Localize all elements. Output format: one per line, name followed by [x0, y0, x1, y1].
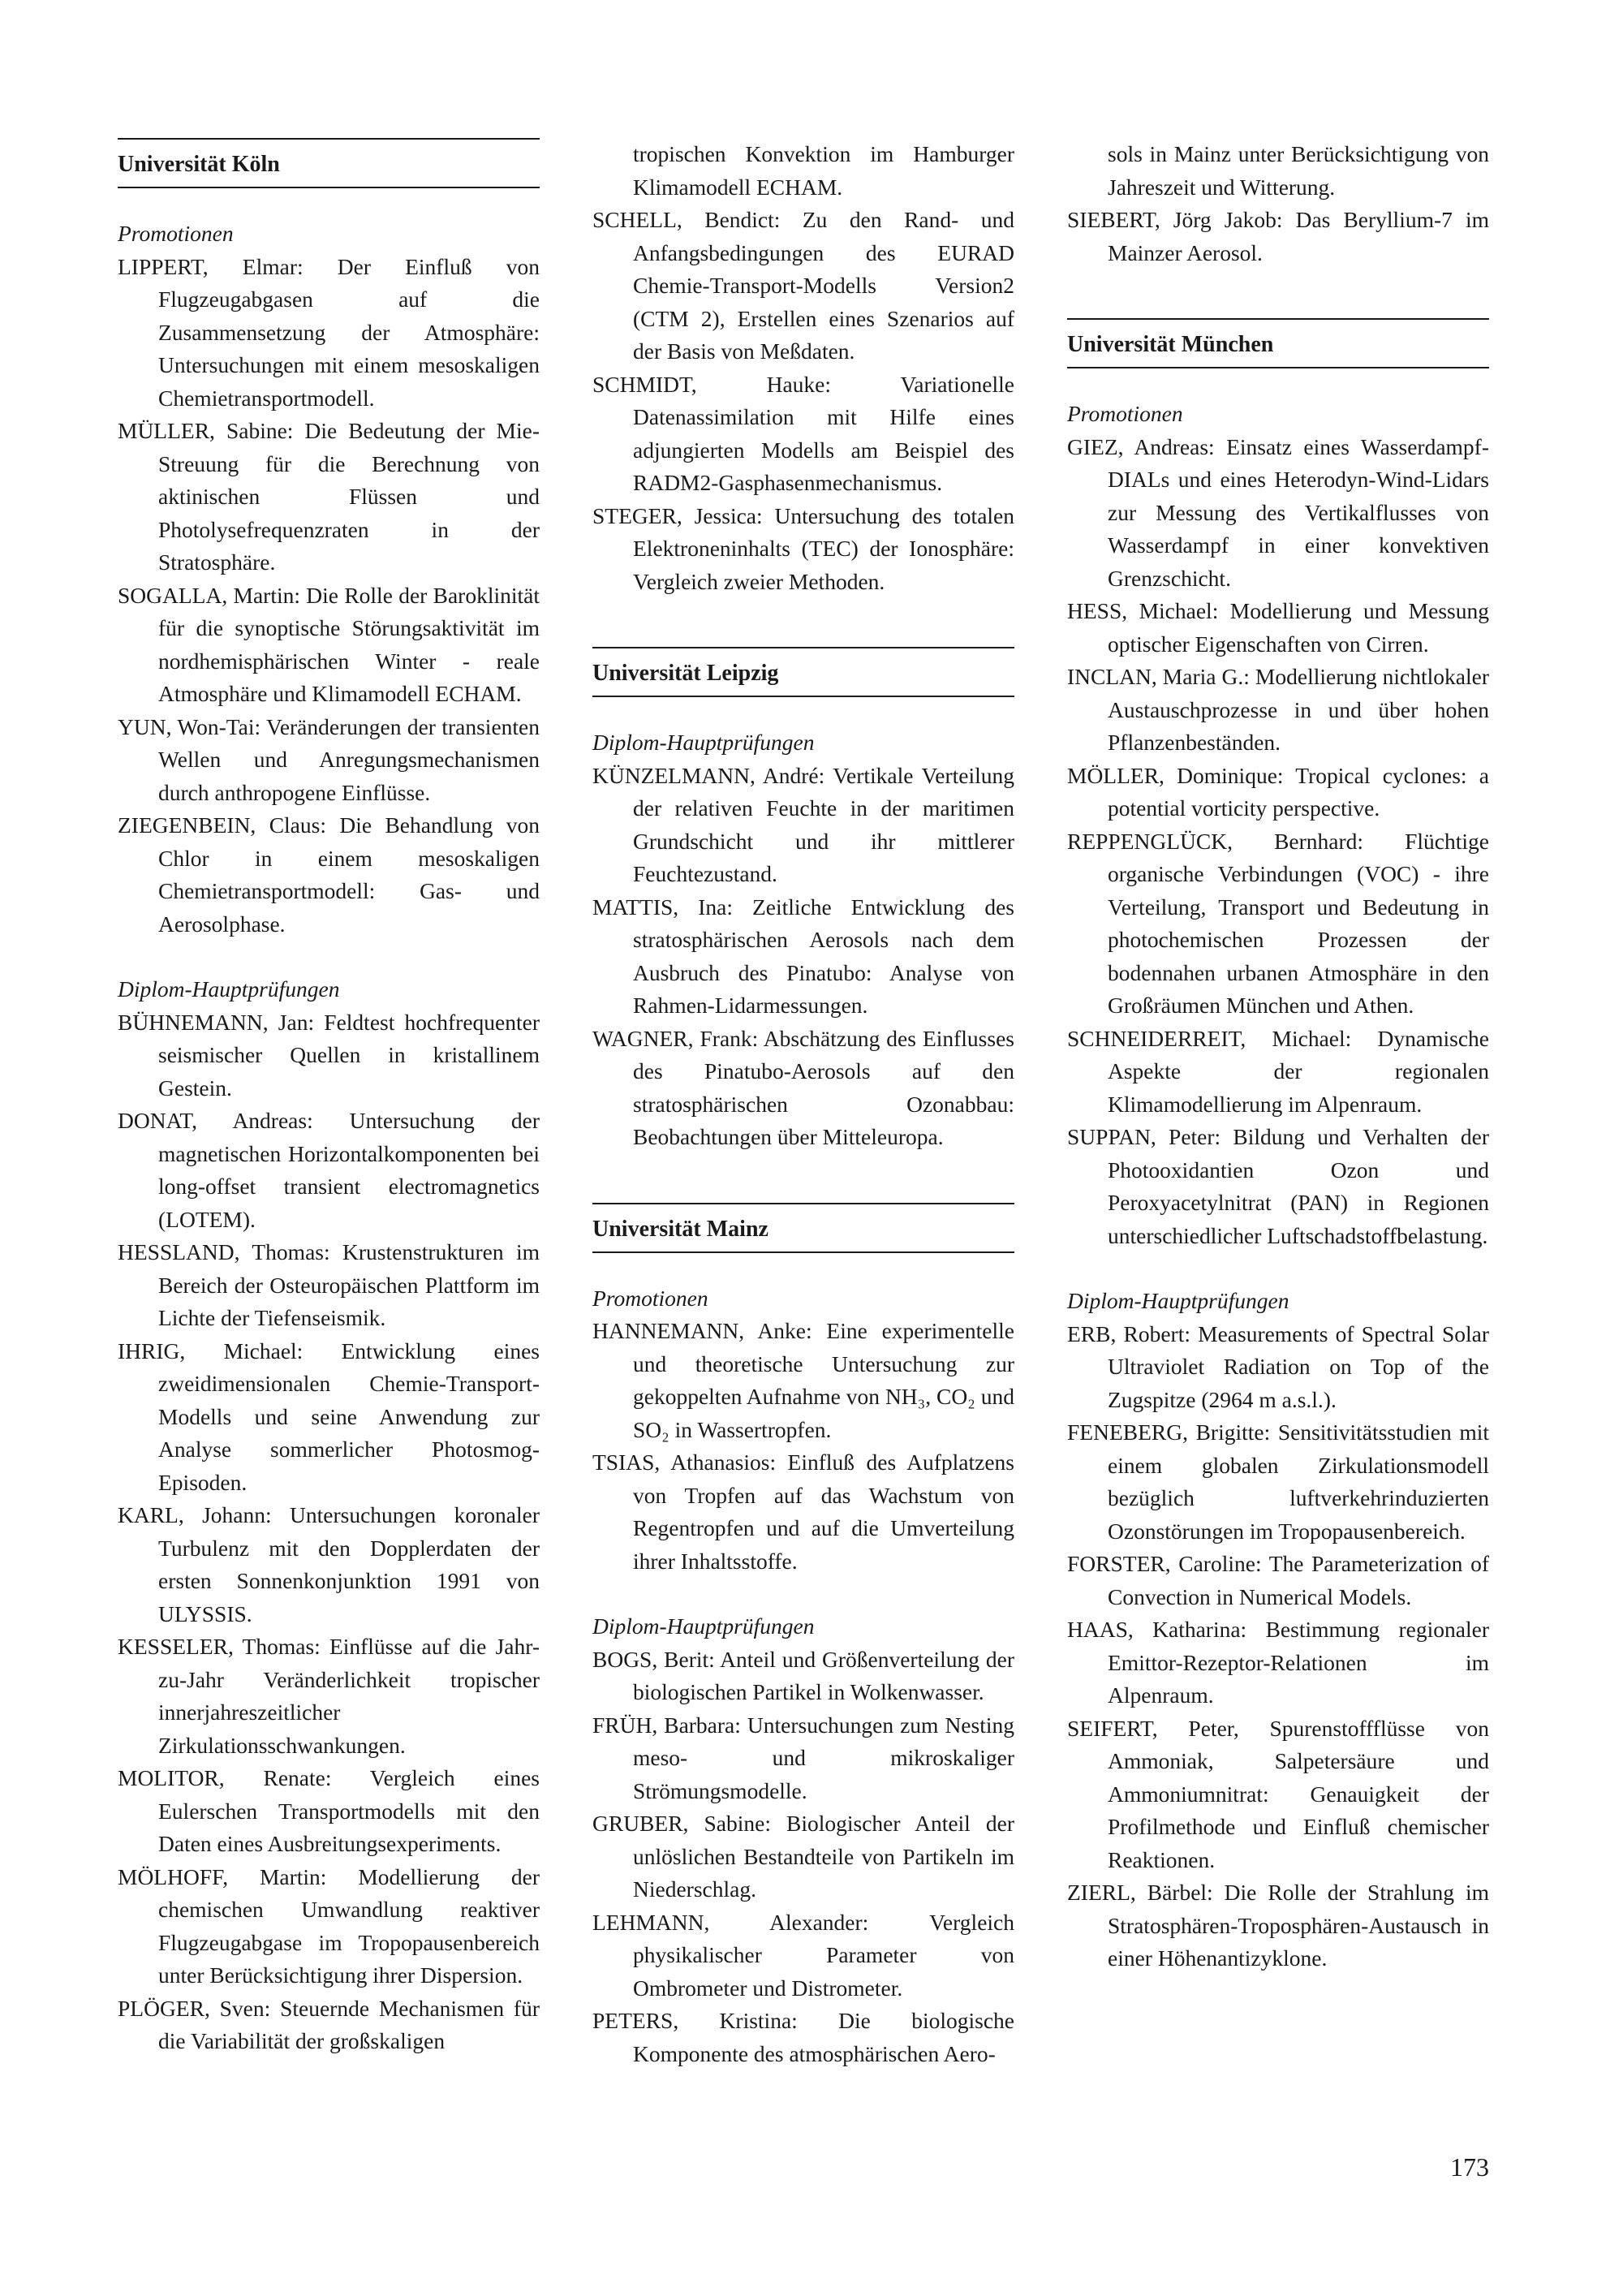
- entry: SOGALLA, Martin: Die Rolle der Baroklinität für die synoptische Störungsaktivität im nordhemisphärischen Winter - reale Atmosphäre und Klimamodell ECHAM.: [118, 582, 540, 706]
- entry: ZIEGENBEIN, Claus: Die Behandlung von Chlor in einem mesoskaligen Chemietransportmodell: Gas- und Aerosolphase.: [118, 812, 540, 937]
- group-heading: Diplom-Hauptprüfungen: [118, 976, 340, 1002]
- spacer: [1067, 1252, 1489, 1285]
- entry: HANNEMANN, Anke: Eine experimentelle und theoretische Untersuchung zur gekoppelten Aufnahme von NH₃, CO₂ und SO₂ in Wassertropfen.: [592, 1318, 1014, 1442]
- entry: MÜLLER, Sabine: Die Bedeutung der Mie-Streuung für die Berechnung von aktinischen Flüssen und Photolysefrequenzraten in der Stratosphäre.: [118, 418, 540, 575]
- section-title-muenchen: Universität München: [1067, 318, 1489, 368]
- entry: GRUBER, Sabine: Biologischer Anteil der unlöslichen Bestandteile von Partikeln im Niederschlag.: [592, 1811, 1014, 1902]
- entry: KARL, Johann: Untersuchungen koronaler Turbulenz mit den Dopplerdaten der ersten Sonnenkonjunktion 1991 von ULYSSIS.: [118, 1502, 540, 1626]
- column-right: [1067, 138, 1489, 1975]
- entry-list: [592, 1315, 1014, 1578]
- entry-list: [1067, 1318, 1489, 1975]
- group-heading: Diplom-Hauptprüfungen: [592, 1613, 815, 1639]
- group-heading: Promotionen: [1067, 401, 1183, 426]
- entry: REPPENGLÜCK, Bernhard: Flüchtige organische Verbindungen (VOC) - ihre Verteilung, Transport und Bedeutung in photochemischen Prozessen der bodennahen urbanen Atmosphäre in den Großräumen München und Athen.: [1067, 828, 1489, 1018]
- entry: HESSLAND, Thomas: Krustenstrukturen im Bereich der Osteuropäischen Plattform im Lichte der Tiefenseismik.: [118, 1239, 540, 1330]
- continued-entries: [1067, 138, 1489, 269]
- entry: ZIERL, Bärbel: Die Rolle der Strahlung im Stratosphären-Troposphären-Austausch in einer Höhenantizyklone.: [1067, 1880, 1489, 1971]
- entry: WAGNER, Frank: Abschätzung des Einflusses des Pinatubo-Aerosols auf den stratosphärischen Ozonabbau: Beobachtungen über Mitteleuropa.: [592, 1025, 1014, 1149]
- entry: IHRIG, Michael: Entwicklung eines zweidimensionalen Chemie-Transport-Modells und seine Anwendung zur Analyse sommerlicher Photosmog-Episoden.: [118, 1338, 540, 1495]
- spacer: [1067, 269, 1489, 318]
- entry: BÜHNEMANN, Jan: Feldtest hochfrequenter seismischer Quellen in kristallinem Gestein.: [118, 1009, 540, 1101]
- entry: SCHMIDT, Hauke: Variationelle Datenassimilation mit Hilfe eines adjungierten Modells am Beispiel des RADM2-Gasphasenmechanismus.: [592, 371, 1014, 495]
- entry-list: [592, 760, 1014, 1154]
- entry: STEGER, Jessica: Untersuchung des totalen Elektroneninhalts (TEC) der Ionosphäre: Vergleich zweier Methoden.: [592, 502, 1014, 594]
- entry: MATTIS, Ina: Zeitliche Entwicklung des stratosphärischen Aerosols nach dem Ausbruch des Pinatubo: Analyse von Rahmen-Lidarmessungen.: [592, 894, 1014, 1018]
- entry: DONAT, Andreas: Untersuchung der magnetischen Horizontalkomponenten bei long-offset transient electromagnetics (LOTEM).: [118, 1108, 540, 1232]
- column-left: [118, 138, 540, 2058]
- entry-list: [1067, 431, 1489, 1253]
- entry: MÖLHOFF, Martin: Modellierung der chemischen Umwandlung reaktiver Flugzeugabgase im Tropopausenbereich unter Berücksichtigung ihrer Dispersion.: [118, 1863, 540, 1988]
- entry: FRÜH, Barbara: Untersuchungen zum Nesting meso- und mikroskaliger Strömungsmodelle.: [592, 1712, 1014, 1803]
- group-diplom: [592, 1610, 1014, 2070]
- section-title-koeln: Universität Köln: [118, 138, 540, 188]
- entry-list: [592, 1643, 1014, 2071]
- entry: KÜNZELMANN, André: Vertikale Verteilung der relativen Feuchte in der maritimen Grundschicht und ihr mittlerer Feuchtezustand.: [592, 762, 1014, 886]
- entry: HAAS, Katharina: Bestimmung regionaler Emittor-Rezeptor-Relationen im Alpenraum.: [1067, 1617, 1489, 1708]
- entry-list: [118, 251, 540, 941]
- section-koeln: [118, 138, 540, 2058]
- spacer: [592, 1578, 1014, 1610]
- page-number: 173: [1450, 2152, 1489, 2182]
- column-middle: [592, 138, 1014, 2070]
- section-title-leipzig: Universität Leipzig: [592, 647, 1014, 697]
- entry-continuation: sols in Mainz unter Berücksichtigung von Jahreszeit und Witterung.: [1108, 141, 1489, 200]
- entry-continuation: tropischen Konvektion im Hamburger Klimamodell ECHAM.: [633, 141, 1014, 200]
- entry: YUN, Won-Tai: Veränderungen der transienten Wellen und Anregungsmechanismen durch anthropogene Einflüsse.: [118, 713, 540, 805]
- section-leipzig: [592, 647, 1014, 1154]
- spacer: [592, 1154, 1014, 1203]
- entry: MÖLLER, Dominique: Tropical cyclones: a potential vorticity perspective.: [1067, 762, 1489, 821]
- group-diplom: [118, 973, 540, 2058]
- spacer: [118, 941, 540, 973]
- entry: SIEBERT, Jörg Jakob: Das Beryllium-7 im Mainzer Aerosol.: [1067, 207, 1489, 265]
- section-muenchen: [1067, 318, 1489, 1975]
- entry: INCLAN, Maria G.: Modellierung nichtlokaler Austauschprozesse in und über hohen Pflanzenbeständen.: [1067, 664, 1489, 755]
- entry: TSIAS, Athanasios: Einfluß des Aufplatzens von Tropfen auf das Wachstum von Regentropfen und auf die Umverteilung ihrer Inhaltsstoffe.: [592, 1450, 1014, 1574]
- entry: SCHNEIDERREIT, Michael: Dynamische Aspekte der regionalen Klimamodellierung im Alpenraum.: [1067, 1025, 1489, 1117]
- entry: PETERS, Kristina: Die biologische Komponente des atmosphärischen Aero-: [592, 2008, 1014, 2066]
- entry: SEIFERT, Peter, Spurenstoffflüsse von Ammoniak, Salpetersäure und Ammoniumnitrat: Genauigkeit der Profilmethode und Einfluß chemischer Reaktionen.: [1067, 1715, 1489, 1872]
- entry: GIEZ, Andreas: Einsatz eines Wasserdampf-DIALs und eines Heterodyn-Wind-Lidars zur Messung des Vertikalflusses von Wasserdampf in einer konvektiven Grenzschicht.: [1067, 433, 1489, 591]
- entry: KESSELER, Thomas: Einflüsse auf die Jahr-zu-Jahr Veränderlichkeit tropischer innerjahreszeitlicher Zirkulationsschwankungen.: [118, 1634, 540, 1758]
- section-title-mainz: Universität Mainz: [592, 1203, 1014, 1253]
- group-heading: Promotionen: [118, 221, 234, 246]
- entry: SUPPAN, Peter: Bildung und Verhalten der Photooxidantien Ozon und Peroxyacetylnitrat (PAN) in Regionen unterschiedlicher Luftschadstoffbelastung.: [1067, 1124, 1489, 1248]
- entry: SCHELL, Bendict: Zu den Rand- und Anfangsbedingungen des EURAD Chemie-Transport-Modells Version2 (CTM 2), Erstellen eines Szenarios auf der Basis von Meßdaten.: [592, 207, 1014, 364]
- group-heading: Diplom-Hauptprüfungen: [1067, 1288, 1289, 1313]
- group-heading: Diplom-Hauptprüfungen: [592, 730, 815, 755]
- group-promotionen: [1067, 398, 1489, 1252]
- entry: LEHMANN, Alexander: Vergleich physikalischer Parameter von Ombrometer und Distrometer.: [592, 1909, 1014, 2001]
- group-diplom: [1067, 1285, 1489, 1975]
- entry: FORSTER, Caroline: The Parameterization of Convection in Numerical Models.: [1067, 1551, 1489, 1609]
- group-promotionen: [592, 1282, 1014, 1579]
- entry: HESS, Michael: Modellierung und Messung optischer Eigenschaften von Cirren.: [1067, 598, 1489, 657]
- section-mainz: [592, 1203, 1014, 2071]
- group-diplom: [592, 726, 1014, 1154]
- entry: LIPPERT, Elmar: Der Einfluß von Flugzeugabgasen auf die Zusammensetzung der Atmosphäre: Untersuchungen mit einem mesoskaligen Chemietransportmodell.: [118, 253, 540, 411]
- entry: ERB, Robert: Measurements of Spectral Solar Ultraviolet Radiation on Top of the Zugspitze (2964 m a.s.l.).: [1067, 1320, 1489, 1412]
- continued-entries: [592, 138, 1014, 598]
- entry: MOLITOR, Renate: Vergleich eines Eulerschen Transportmodells mit den Daten eines Ausbreitungsexperiments.: [118, 1765, 540, 1856]
- entry-list: [118, 1006, 540, 2058]
- entry: FENEBERG, Brigitte: Sensitivitätsstudien mit einem globalen Zirkulationsmodell bezüglich luftverkehrinduzierten Ozonstörungen im Tropopausenbereich.: [1067, 1419, 1489, 1544]
- group-heading: Promotionen: [592, 1285, 708, 1311]
- group-promotionen: [118, 218, 540, 941]
- entry: BOGS, Berit: Anteil und Größenverteilung der biologischen Partikel in Wolkenwasser.: [592, 1646, 1014, 1704]
- spacer: [592, 598, 1014, 647]
- entry: PLÖGER, Sven: Steuernde Mechanismen für die Variabilität der großskaligen: [118, 1995, 540, 2053]
